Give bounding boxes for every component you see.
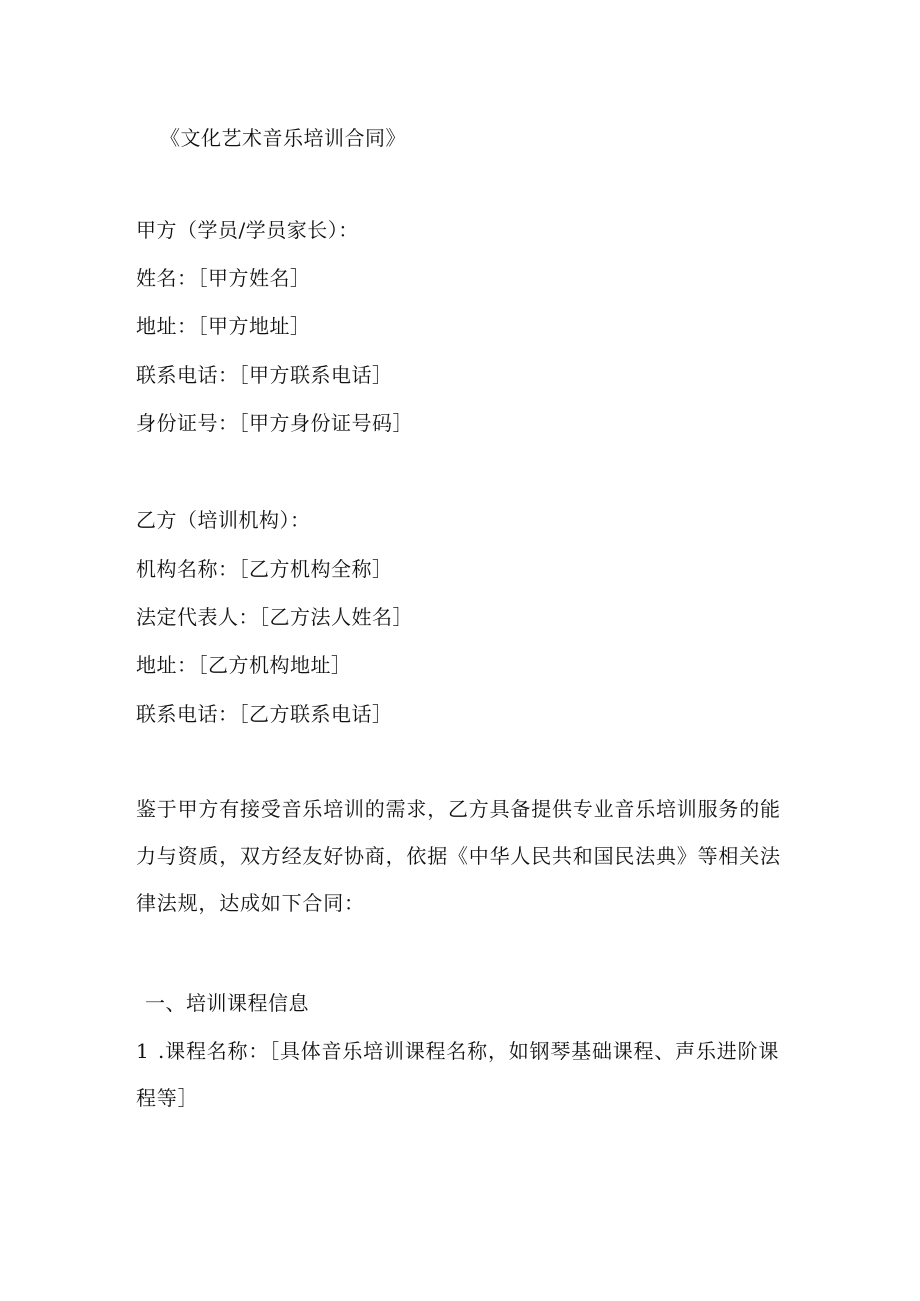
section-1-heading: 一、培训课程信息 — [145, 991, 309, 1015]
item-text: .课程名称：［具体音乐培训课程名称，如钢琴基础课程、声乐进阶课程等］ — [136, 1039, 780, 1110]
party-a-address: 地址：［甲方地址］ — [136, 314, 311, 338]
party-a-phone: 联系电话：［甲方联系电话］ — [136, 363, 393, 387]
party-a-id-number: 身份证号：［甲方身份证号码］ — [136, 411, 413, 435]
party-b-heading: 乙方（培训机构）： — [136, 508, 311, 532]
party-b-phone: 联系电话：［乙方联系电话］ — [136, 702, 393, 726]
item-number: 1 — [136, 1039, 150, 1063]
party-b-legal-rep: 法定代表人：［乙方法人姓名］ — [136, 605, 413, 629]
section-1-item-1 — [136, 1028, 796, 1122]
party-a-name: 姓名：［甲方姓名］ — [136, 266, 311, 290]
party-b-org-name: 机构名称：［乙方机构全称］ — [136, 557, 393, 581]
document-title: 《文化艺术音乐培训合同》 — [160, 126, 406, 150]
preamble-paragraph: 鉴于甲方有接受音乐培训的需求，乙方具备提供专业音乐培训服务的能力与资质，双方经友好协商，依据《中华人民共和国民法典》等相关法律法规，达成如下合同： — [136, 797, 781, 915]
party-a-heading: 甲方（学员/学员家长）： — [136, 218, 359, 242]
party-b-address: 地址：［乙方机构地址］ — [136, 653, 352, 677]
